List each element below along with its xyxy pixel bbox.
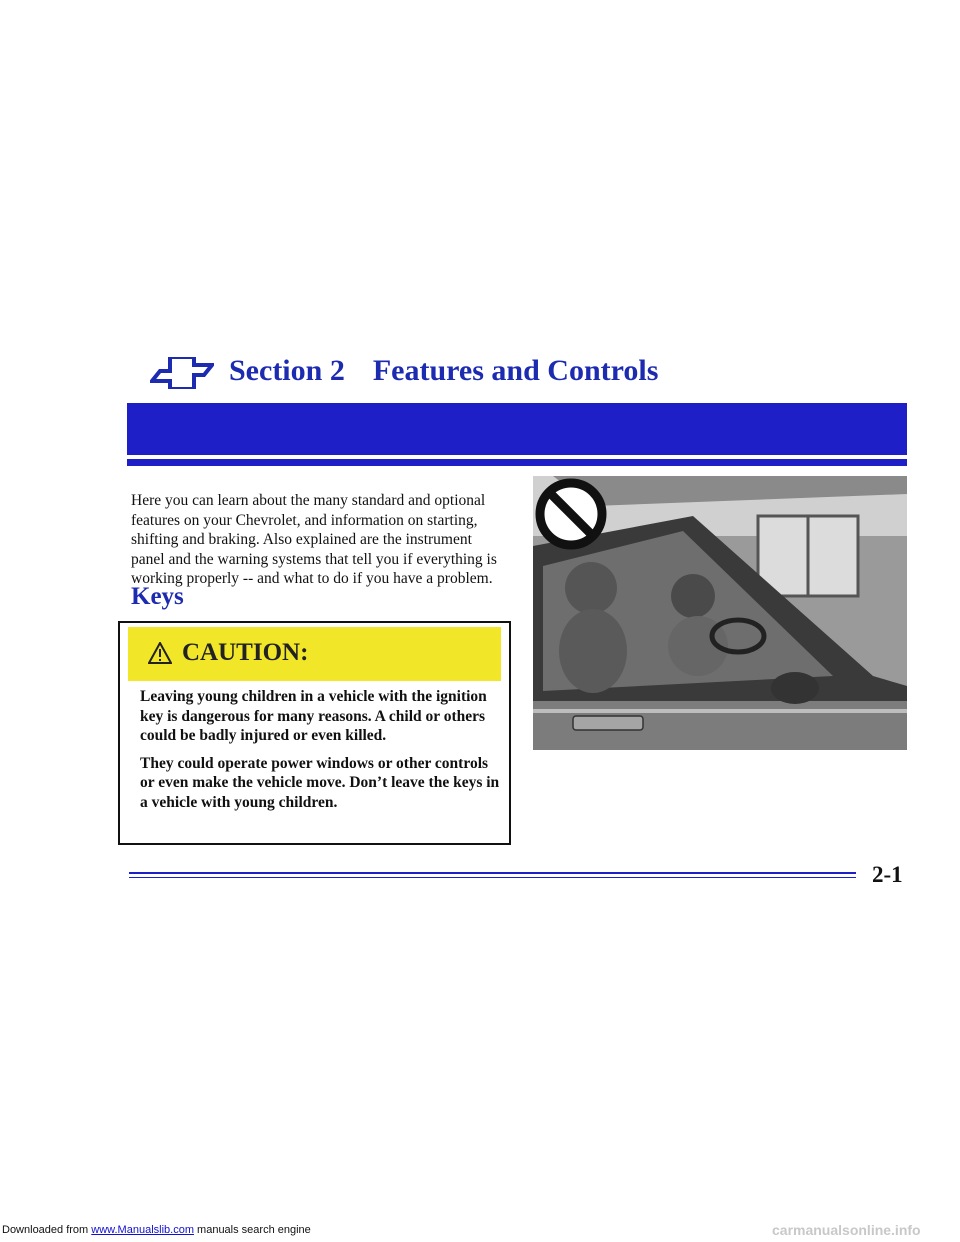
caution-header xyxy=(128,627,501,681)
caution-box xyxy=(118,621,511,845)
page-number: 2-1 xyxy=(872,862,903,887)
footer-suffix: manuals search engine xyxy=(193,1224,311,1236)
caution-body xyxy=(140,687,500,820)
header-band xyxy=(127,403,907,455)
keys-heading: Keys xyxy=(131,583,184,610)
warning-triangle-icon xyxy=(148,642,172,664)
caution-paragraph: Leaving young children in a vehicle with the ignition key is dangerous for many reasons. A child or others could be badly injured or even killed. xyxy=(140,688,487,744)
chevrolet-bowtie-icon xyxy=(150,357,214,389)
children-in-car-illustration xyxy=(533,476,907,750)
footer-rule xyxy=(129,872,856,874)
footer-rule-thin xyxy=(129,877,856,878)
caution-paragraph: They could operate power windows or other controls or even make the vehicle move. Don’t leave the keys in a vehicle with young children. xyxy=(140,754,500,811)
header-band-rule xyxy=(127,459,907,466)
caution-label: CAUTION: xyxy=(182,639,309,666)
prohibition-sign-icon xyxy=(540,483,602,545)
section-title xyxy=(229,349,658,393)
download-footer xyxy=(2,1224,311,1236)
section-number: Section 2 xyxy=(229,354,345,387)
watermark: carmanualsonline.info xyxy=(772,1222,921,1238)
section-name: Features and Controls xyxy=(372,354,659,387)
footer-prefix: Downloaded from xyxy=(2,1224,92,1236)
manualslib-link[interactable]: www.Manualslib.com xyxy=(91,1224,194,1236)
intro-paragraph: Here you can learn about the many standard and optional features on your Chevrolet, and information on starting, shifting and braking. Also explained are the instrument panel and the warning systems that tell you if everything is working properly -- and what to do if you have a problem. xyxy=(131,492,497,587)
